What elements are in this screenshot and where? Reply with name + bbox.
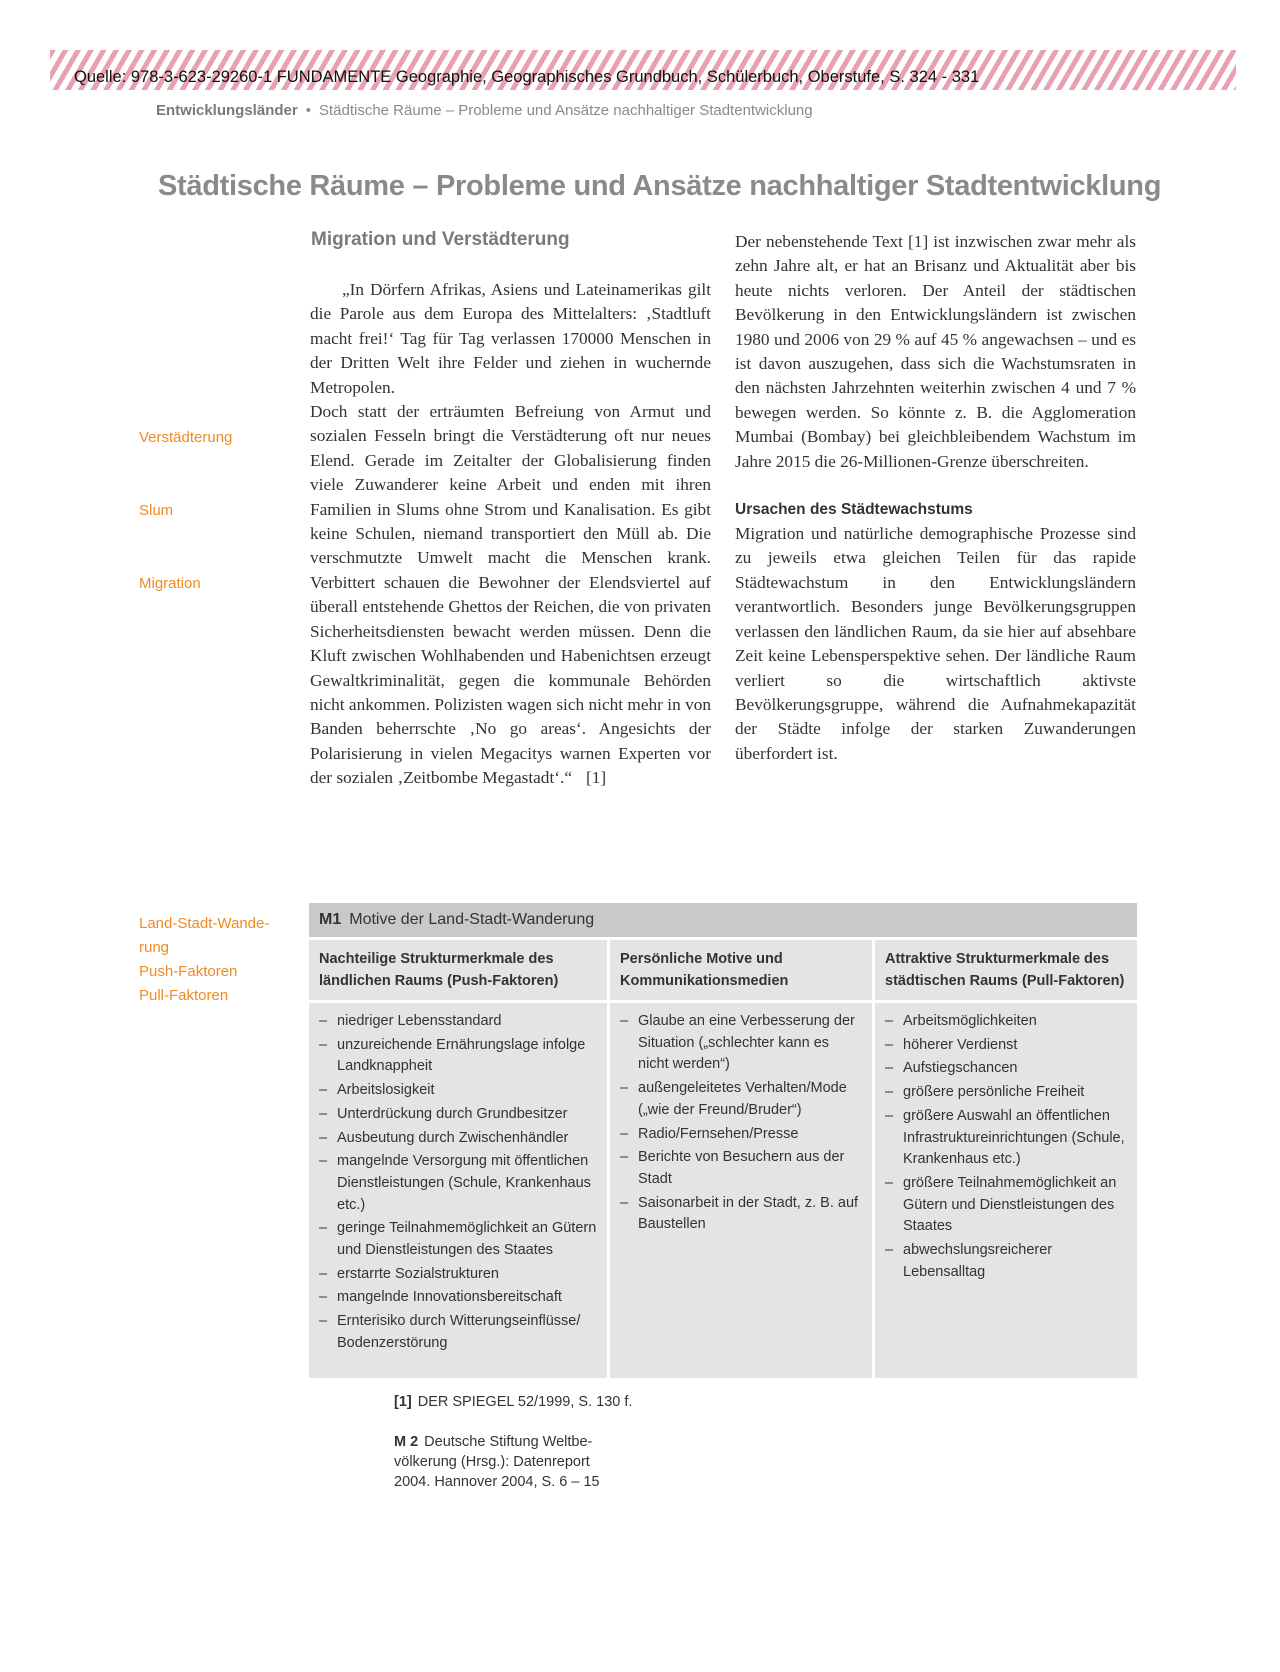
m1-label: M1	[319, 911, 342, 928]
intro-paragraph: Der nebenstehende Text [1] ist inzwischen zwar mehr als zehn Jahre alt, er hat an Brisanz und Aktualität aber bis heute nichts verloren. Der Anteil der städtischen Bevölkerung in den Entwicklungsländern ist zwischen 1980 und 2006 von 29 % auf 45 % angewachsen – und es ist davon auszugehen, dass sich die Wachstumsraten in den nächsten Jahrzehnten weiterhin zwischen 4 und 7 % bewegen werden. So könnte z. B. die Agglomeration Mumbai (Bombay) bei gleichbleibendem Wachstum im Jahre 2015 die 26-Millionen-Grenze überschreiten.	[735, 232, 1136, 471]
citation-marker: [1]	[586, 768, 607, 788]
list-item: – erstarrte Sozialstrukturen	[319, 1264, 597, 1286]
margin-keyword-land-stadt-line1: Land-Stadt-Wande-	[139, 915, 270, 932]
quote-paragraph-1: „In Dörfern Afrikas, Asiens und Lateinamerikas gilt die Parole aus dem Europa des Mittelalters: ‚Stadtluft macht frei!‘ Tag für Tag verlassen 170000 Menschen in der Dritten Welt ihre Felder und ziehen in wuchernde Metropolen.	[310, 280, 711, 397]
reference-m2	[394, 1432, 600, 1492]
column-header-pull: Attraktive Strukturmerkmale des städtischen Raums (Pull-Faktoren)	[875, 940, 1137, 1000]
column-body-push	[309, 1003, 607, 1378]
reference-m2-label: M 2	[394, 1434, 419, 1450]
page-title: Städtische Räume – Probleme und Ansätze nachhaltiger Stadtentwicklung	[158, 170, 1162, 202]
column-body-pull	[875, 1003, 1137, 1378]
list-item: – Ausbeutung durch Zwischenhändler	[319, 1128, 597, 1150]
breadcrumb-chapter: Entwicklungsländer	[156, 102, 298, 119]
column-body-personal	[610, 1003, 872, 1378]
column-header-push: Nachteilige Strukturmerkmale des ländlichen Raums (Push-Faktoren)	[309, 940, 607, 1000]
list-item: – außengeleitetes Verhalten/Mode („wie der Freund/Bruder“)	[620, 1078, 862, 1121]
list-item: – Saisonarbeit in der Stadt, z. B. auf Baustellen	[620, 1193, 862, 1236]
margin-keyword-verstaedterung: Verstädterung	[139, 429, 233, 446]
list-item: – größere Teilnahmemöglichkeit an Gütern und Dienstleistungen des Staates	[885, 1173, 1127, 1238]
column-header-personal: Persönliche Motive und Kommunikationsmedien	[610, 940, 872, 1000]
list-item: – höherer Verdienst	[885, 1035, 1127, 1057]
list-item: – abwechslungsreicherer Lebensalltag	[885, 1240, 1127, 1283]
analysis-column	[735, 230, 1136, 766]
quote-paragraph-2	[310, 400, 711, 791]
margin-keyword-migration: Migration	[139, 575, 201, 592]
reference-m2-line2: völkerung (Hrsg.): Datenreport	[394, 1454, 590, 1470]
list-item: – Glaube an eine Verbesserung der Situation („schlechter kann es nicht werden“)	[620, 1011, 862, 1076]
source-text: Quelle: 978-3-623-29260-1 FUNDAMENTE Geographie, Geographisches Grundbuch, Schülerbuch, Oberstufe, S. 324 - 331	[74, 68, 980, 86]
source-banner	[50, 50, 1236, 90]
margin-keyword-pull: Pull-Faktoren	[139, 987, 229, 1004]
list-item: – Berichte von Besuchern aus der Stadt	[620, 1147, 862, 1190]
list-item: – geringe Teilnahmemöglichkeit an Gütern und Dienstleistungen des Staates	[319, 1218, 597, 1261]
list-item: – Arbeitsmöglichkeiten	[885, 1011, 1127, 1033]
reference-1	[394, 1392, 632, 1412]
margin-keyword-land-stadt	[139, 912, 269, 1008]
section-heading-migration: Migration und Verstädterung	[311, 229, 570, 250]
list-item: – größere persönliche Freiheit	[885, 1082, 1127, 1104]
list-item: – niedriger Lebensstandard	[319, 1011, 597, 1033]
list-item: – mangelnde Versorgung mit öffentlichen Dienstleistungen (Schule, Krankenhaus etc.)	[319, 1151, 597, 1216]
m1-header	[309, 903, 1137, 937]
margin-keyword-push: Push-Faktoren	[139, 963, 238, 980]
quote-column	[310, 278, 711, 791]
margin-keyword-slum: Slum	[139, 502, 174, 519]
list-item: – mangelnde Innovationsbereitschaft	[319, 1287, 597, 1309]
list-item: – Unterdrückung durch Grundbesitzer	[319, 1104, 597, 1126]
breadcrumb-section: Städtische Räume – Probleme und Ansätze nachhaltiger Stadtentwicklung	[318, 102, 813, 119]
list-item: – Aufstiegschancen	[885, 1058, 1127, 1080]
list-item: – Ernterisiko durch Witterungseinflüsse/ Bodenzerstörung	[319, 1311, 597, 1354]
margin-keyword-land-stadt-line2: rung	[139, 939, 170, 956]
subheading-ursachen: Ursachen des Städtewachstums	[735, 501, 973, 519]
list-item: – größere Auswahl an öffentlichen Infrastruktureinrichtungen (Schule, Krankenhaus etc.)	[885, 1106, 1127, 1171]
breadcrumb	[156, 102, 813, 119]
breadcrumb-separator: •	[305, 102, 311, 119]
reference-m2-line3: 2004. Hannover 2004, S. 6 – 15	[394, 1474, 600, 1490]
m1-grid	[309, 940, 1137, 1378]
m1-table	[309, 903, 1137, 1378]
ursachen-paragraph: Migration und natürliche demographische Prozesse sind zu jeweils etwa gleichen Teilen für das rapide Städtewachstum in den Entwicklungsländern verantwortlich. Besonders junge Bevölkerungsgruppen verlassen den ländlichen Raum, da sie hier auf absehbare Zeit keine Lebensperspektive sehen. Der ländliche Raum verliert so die wirtschaftlich aktivste Bevölkerungsgruppe, während die Aufnahmekapazität der Städte infolge der starken Zuwanderungen überfordert ist.	[735, 524, 1136, 763]
reference-m2-line1: Deutsche Stiftung Weltbe-	[424, 1434, 593, 1450]
list-item: – unzureichende Ernährungslage infolge Landknappheit	[319, 1035, 597, 1078]
quote-paragraph-2-text: Doch statt der erträumten Befreiung von Armut und sozialen Fesseln bringt die Verstädterung oft nur neues Elend. Gerade im Zeitalter der Globalisierung finden viele Zuwanderer keine Arbeit und enden mit ihren Familien in Slums ohne Strom und Kanalisation. Es gibt keine Schulen, niemand transportiert den Müll ab. Die verschmutzte Umwelt macht die Menschen krank. Verbittert schauen die Bewohner der Elendsviertel auf überall entstehende Ghettos der Reichen, die von privaten Sicherheitsdiensten bewacht werden müssen. Denn die Kluft zwischen Wohlhabenden und Habenichtsen erzeugt Gewaltkriminalität, gegen die kommunale Behörden nicht ankommen. Polizisten wagen sich nicht mehr in von Banden beherrschte ‚No go areas‘. Angesichts der Polarisierung in vielen Megacitys warnen Experten vor der sozialen ‚Zeitbombe Megastadt‘.“	[310, 402, 711, 788]
reference-1-label: [1]	[394, 1394, 412, 1410]
list-item: – Radio/Fernsehen/Presse	[620, 1124, 862, 1146]
reference-1-text: DER SPIEGEL 52/1999, S. 130 f.	[417, 1394, 633, 1410]
m1-title: Motive der Land-Stadt-Wanderung	[349, 911, 595, 928]
list-item: – Arbeitslosigkeit	[319, 1080, 597, 1102]
